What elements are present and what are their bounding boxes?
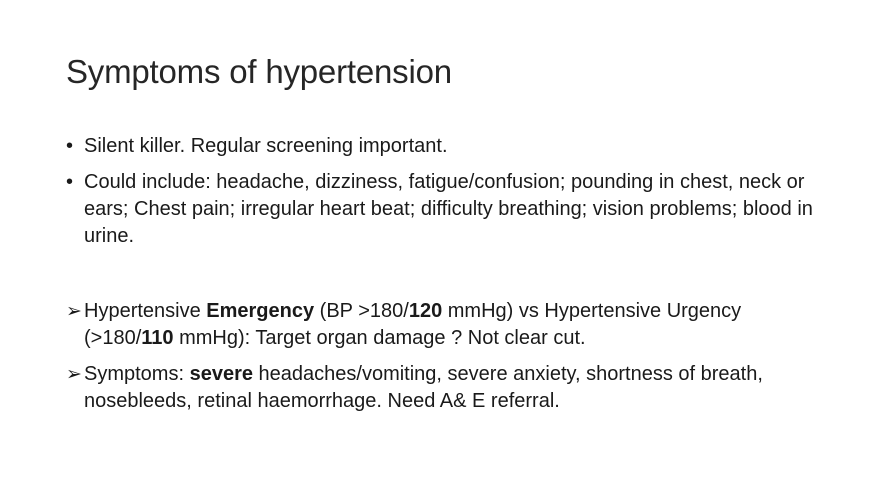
arrow-text-part: mmHg) vs Hypertensive Urgency (>180/ — [84, 300, 742, 349]
bullet-list — [66, 133, 826, 259]
bullet-marker-icon: • — [66, 135, 74, 157]
arrow-text-part: Hypertensive — [84, 300, 207, 322]
arrow-marker-icon: ➢ — [66, 364, 82, 385]
arrow-text-part: mmHg): Target organ damage ? Not clear cut. — [173, 327, 586, 349]
bullet-text: Could include: headache, dizziness, fatigue/confusion; pounding in chest, neck or ears; Chest pain; irregular heart beat; difficulty breathing; vision problems; blood in urine. — [84, 171, 813, 247]
slide-title: Symptoms of hypertension — [66, 53, 452, 90]
arrow-text-bold: 120 — [408, 300, 443, 322]
arrow-item-symptoms — [66, 361, 826, 415]
bullet-item — [66, 169, 826, 250]
arrow-text-bold: severe — [189, 363, 253, 385]
bullet-marker-icon: • — [66, 171, 74, 193]
bullet-text: Silent killer. Regular screening important. — [84, 135, 448, 157]
arrow-text-part: headaches/vomiting, severe anxiety, shortness of breath, nosebleeds, retinal haemorrhage. Need A& E referral. — [84, 363, 763, 412]
bullet-item — [66, 133, 826, 160]
arrow-item-emergency — [66, 298, 826, 352]
arrow-text-bold: 110 — [141, 327, 174, 349]
arrow-marker-icon: ➢ — [66, 301, 82, 322]
arrow-text-bold: Emergency — [206, 300, 315, 322]
arrow-text-part: Symptoms: — [84, 363, 190, 385]
arrow-list — [66, 298, 826, 424]
arrow-text-part: (BP >180/ — [314, 300, 409, 322]
